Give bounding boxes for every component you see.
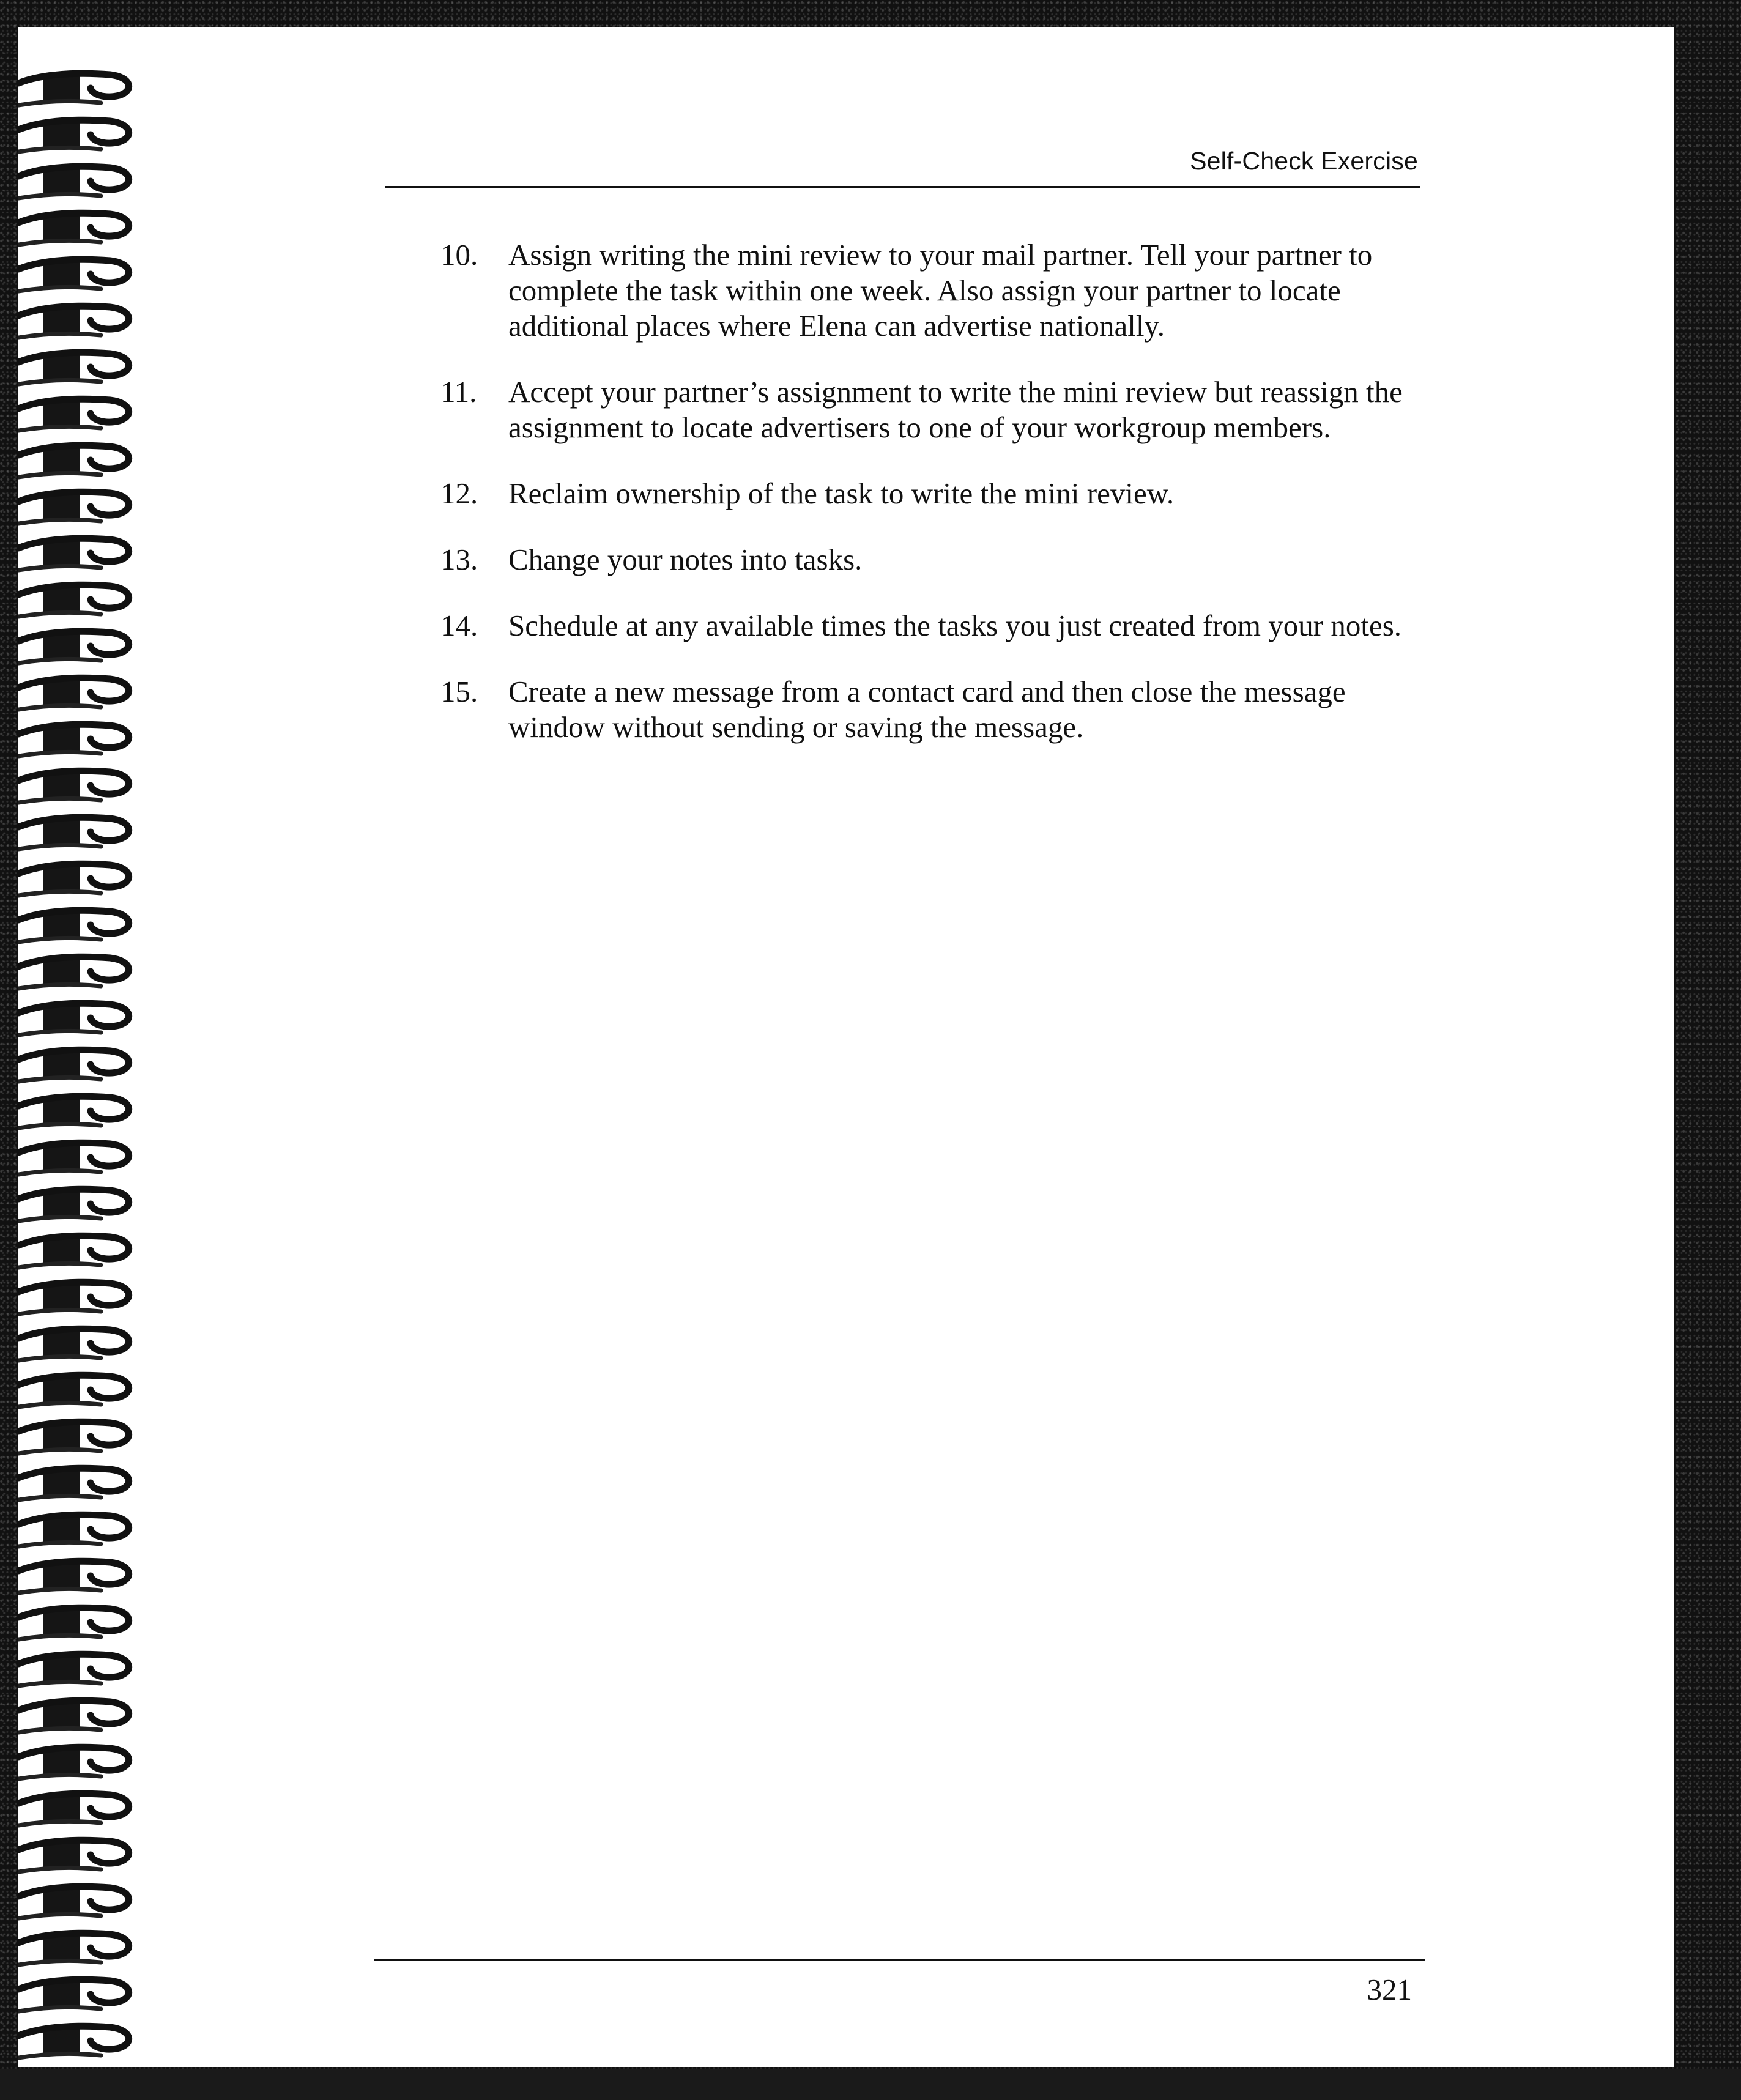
spiral-coil <box>18 1794 129 1825</box>
book-page <box>18 27 1674 2067</box>
exercise-list <box>440 237 1431 776</box>
item-text: Assign writing the mini review to your mail partner. Tell your partner to complete the task within one week. Also assign your partner to locate additional places where Elena can advertise nationally. <box>508 238 1373 343</box>
list-item <box>440 237 1431 344</box>
spiral-coil <box>18 213 129 245</box>
spiral-coil <box>18 631 129 663</box>
spiral-coil <box>18 910 129 942</box>
spiral-coil <box>18 1422 129 1453</box>
spiral-coil <box>18 1468 129 1500</box>
spiral-coil <box>18 120 129 152</box>
spiral-coil <box>18 817 129 849</box>
item-number: 11. <box>440 375 477 409</box>
spiral-coil <box>18 1143 129 1174</box>
spiral-coil <box>18 492 129 524</box>
list-item <box>440 476 1431 511</box>
spiral-coil <box>18 1515 129 1546</box>
item-number: 15. <box>440 675 478 708</box>
item-text: Change your notes into tasks. <box>508 543 863 576</box>
spiral-coil <box>18 1375 129 1407</box>
spiral-coil <box>18 1701 129 1732</box>
item-number: 12. <box>440 477 478 510</box>
spiral-coil <box>18 1654 129 1686</box>
page-number: 321 <box>1367 1973 1412 2006</box>
spiral-coil <box>18 771 129 803</box>
spiral-coil <box>18 259 129 291</box>
spiral-coil <box>18 1608 129 1639</box>
item-text: Schedule at any available times the tasks you just created from your notes. <box>508 609 1402 642</box>
spiral-coil <box>18 864 129 896</box>
spiral-coil <box>18 306 129 338</box>
spiral-coil <box>18 1282 129 1314</box>
running-header: Self-Check Exercise <box>1190 147 1418 175</box>
item-text: Accept your partner’s assignment to write the mini review but reassign the assignment to locate advertisers to one of your workgroup members. <box>508 375 1403 444</box>
spiral-coil <box>18 1236 129 1267</box>
list-item <box>440 542 1431 577</box>
spiral-coil <box>18 1003 129 1035</box>
item-number: 10. <box>440 238 478 272</box>
scanner-bottom-edge <box>0 2069 1741 2100</box>
list-item <box>440 608 1431 644</box>
spiral-coil <box>18 1096 129 1128</box>
spiral-coil <box>18 445 129 477</box>
spiral-coil <box>18 1329 129 1360</box>
spiral-coil <box>18 1887 129 1918</box>
spiral-coil <box>18 352 129 384</box>
spiral-coil <box>18 1050 129 1082</box>
item-number: 14. <box>440 609 478 642</box>
spiral-coil <box>18 1747 129 1779</box>
spiral-coil <box>18 166 129 198</box>
spiral-coil <box>18 585 129 617</box>
spiral-coil <box>18 73 129 105</box>
spiral-coil <box>18 1561 129 1593</box>
spiral-coil <box>18 1979 129 2011</box>
spiral-coil <box>18 724 129 756</box>
list-item <box>440 674 1431 745</box>
spiral-coil <box>18 2026 129 2058</box>
list-item <box>440 374 1431 445</box>
spiral-coil <box>18 399 129 431</box>
spiral-coil <box>18 1189 129 1221</box>
spiral-coil <box>18 1840 129 1872</box>
header-rule <box>385 186 1420 188</box>
footer-rule <box>374 1959 1425 1961</box>
item-text: Reclaim ownership of the task to write the mini review. <box>508 477 1175 510</box>
spiral-coil <box>18 678 129 710</box>
spiral-coil <box>18 1933 129 1965</box>
item-number: 13. <box>440 543 478 576</box>
spiral-coil <box>18 538 129 570</box>
spiral-binding <box>18 64 153 2082</box>
item-text: Create a new message from a contact card and then close the message window without sending or saving the message. <box>508 675 1346 744</box>
spiral-coil <box>18 957 129 989</box>
